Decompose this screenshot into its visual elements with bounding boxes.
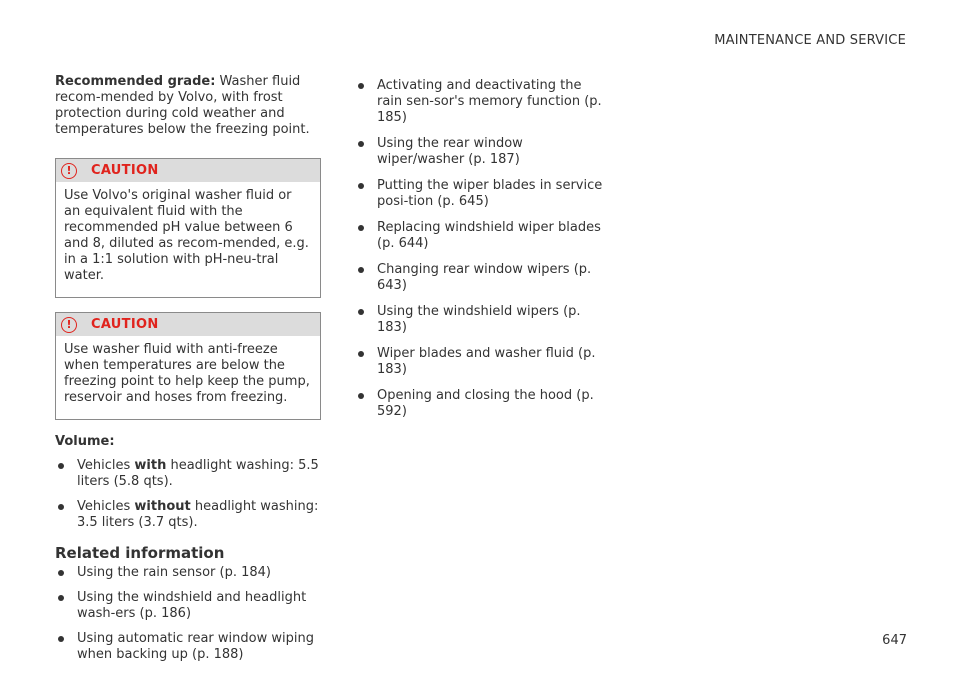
bullet-icon xyxy=(58,504,64,510)
related-link-text[interactable]: Using automatic rear window wiping when backing up (p. 188) xyxy=(77,631,314,662)
related-link[interactable] xyxy=(355,304,610,336)
related-link[interactable] xyxy=(355,388,610,420)
volume-text: Vehicles xyxy=(77,458,135,473)
related-information-heading: Related information xyxy=(55,544,225,562)
volume-text: headlight washing: 5.5 liters (5.8 qts). xyxy=(77,458,319,489)
recommended-grade-label: Recommended grade: xyxy=(55,74,216,89)
related-list-right xyxy=(355,78,610,420)
bullet-icon xyxy=(58,570,64,576)
caution-title: CAUTION xyxy=(91,316,159,332)
related-link-text[interactable]: Replacing windshield wiper blades (p. 644) xyxy=(377,220,601,251)
recommended-grade-paragraph xyxy=(55,74,321,138)
related-link[interactable] xyxy=(355,78,610,126)
bullet-icon xyxy=(358,267,364,273)
related-link-text[interactable]: Wiper blades and washer fluid (p. 183) xyxy=(377,346,596,377)
bullet-icon xyxy=(358,141,364,147)
related-link-text[interactable]: Activating and deactivating the rain sen-sor's memory function (p. 185) xyxy=(377,78,602,125)
volume-label: Volume: xyxy=(55,434,115,449)
bullet-icon xyxy=(358,393,364,399)
section-header: MAINTENANCE AND SERVICE xyxy=(714,33,906,48)
bullet-icon xyxy=(358,183,364,189)
related-link[interactable] xyxy=(55,565,321,581)
volume-text: Vehicles xyxy=(77,499,135,514)
volume-emphasis: with xyxy=(134,458,167,473)
bullet-icon xyxy=(358,225,364,231)
related-link[interactable] xyxy=(55,631,321,663)
bullet-icon xyxy=(358,309,364,315)
caution-title: CAUTION xyxy=(91,162,159,178)
caution-box xyxy=(55,158,321,298)
volume-text: headlight washing: 3.5 liters (3.7 qts). xyxy=(77,499,319,530)
related-link[interactable] xyxy=(355,262,610,294)
bullet-icon xyxy=(58,636,64,642)
related-link[interactable] xyxy=(355,220,610,252)
recommended-grade-text: Washer fluid recom-mended by Volvo, with frost protection during cold weather and temperatures below the freezing point. xyxy=(55,74,310,137)
related-link[interactable] xyxy=(355,136,610,168)
related-link-text[interactable]: Using the windshield wipers (p. 183) xyxy=(377,304,581,335)
related-list-left xyxy=(55,565,321,663)
related-link[interactable] xyxy=(55,590,321,622)
right-column xyxy=(355,78,610,430)
left-column xyxy=(55,74,321,672)
bullet-icon xyxy=(358,351,364,357)
caution-header xyxy=(56,159,320,182)
volume-list xyxy=(55,458,321,531)
related-link-text[interactable]: Using the rear window wiper/washer (p. 187) xyxy=(377,136,523,167)
caution-text: Use Volvo's original washer fluid or an equivalent fluid with the recommended pH value between 6 and 8, diluted as recom-mended, e.g. in a 1:1 solution with pH-neu-tral water. xyxy=(64,188,309,283)
list-item xyxy=(55,458,321,490)
page-number: 647 xyxy=(882,633,907,648)
warning-icon: ! xyxy=(61,163,77,179)
volume-emphasis: without xyxy=(134,499,191,514)
list-item xyxy=(55,499,321,531)
related-link-text[interactable]: Opening and closing the hood (p. 592) xyxy=(377,388,594,419)
caution-text: Use washer fluid with anti-freeze when temperatures are below the freezing point to help keep the pump, reservoir and hoses from freezing. xyxy=(64,342,310,405)
related-link-text[interactable]: Using the windshield and headlight wash-ers (p. 186) xyxy=(77,590,307,621)
related-link[interactable] xyxy=(355,346,610,378)
bullet-icon xyxy=(358,83,364,89)
related-link[interactable] xyxy=(355,178,610,210)
related-link-text[interactable]: Using the rain sensor (p. 184) xyxy=(77,565,271,580)
caution-header xyxy=(56,313,320,336)
related-link-text[interactable]: Putting the wiper blades in service posi-tion (p. 645) xyxy=(377,178,603,209)
caution-box xyxy=(55,312,321,420)
bullet-icon xyxy=(58,595,64,601)
bullet-icon xyxy=(58,463,64,469)
related-link-text[interactable]: Changing rear window wipers (p. 643) xyxy=(377,262,592,293)
warning-icon: ! xyxy=(61,317,77,333)
